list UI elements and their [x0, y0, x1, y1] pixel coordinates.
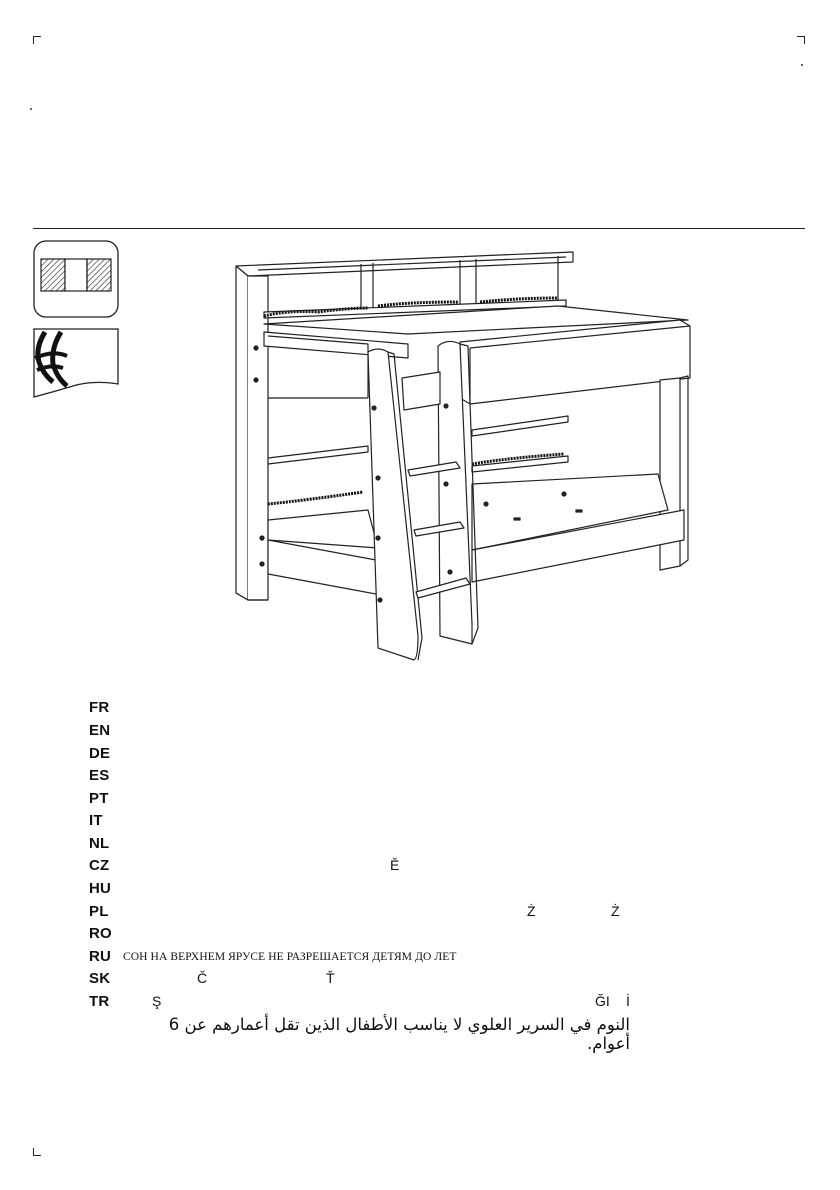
lang-code-nl: NL — [89, 835, 110, 852]
arabic-warning-text: النوم في السرير العلوي لا يناسب الأطفال الذين تقل أعمارهم عن 6 أعوام. — [168, 1015, 630, 1053]
lang-code-fr: FR — [89, 699, 110, 716]
lang-code-de: DE — [89, 745, 111, 762]
lang-code-es: ES — [89, 767, 110, 784]
pl-fragment-2: Ż — [611, 903, 620, 919]
tr-fragment-3: İ — [626, 993, 630, 1009]
crop-mark-top-left — [33, 36, 41, 44]
lang-code-cz: CZ — [89, 857, 110, 874]
lang-code-ru: RU — [89, 948, 112, 965]
ru-warning-text: СОН НА ВЕРХНЕМ ЯРУСЕ НЕ РАЗРЕШАЕТСЯ ДЕТЯМ ДО ЛЕТ — [123, 951, 457, 963]
lang-code-hu: HU — [89, 880, 112, 897]
sk-fragment-1: Č — [197, 970, 208, 986]
header-divider — [33, 228, 805, 229]
sk-fragment-2: Ť — [326, 970, 335, 986]
tr-fragment-2: ĞI — [595, 993, 610, 1009]
speck — [801, 64, 803, 66]
bunk-bed-illustration — [228, 248, 698, 668]
lang-code-it: IT — [89, 812, 103, 829]
two-person-handling-icon — [33, 328, 119, 398]
lang-code-sk: SK — [89, 970, 111, 987]
lang-code-tr: TR — [89, 993, 110, 1010]
crop-mark-bottom-left — [33, 1148, 41, 1156]
lang-code-ro: RO — [89, 925, 112, 942]
cz-fragment: Ě — [390, 857, 400, 873]
crop-mark-top-right — [797, 36, 805, 44]
lang-code-pl: PL — [89, 903, 109, 920]
tr-fragment-1: Ş — [152, 993, 162, 1009]
lang-code-en: EN — [89, 722, 111, 739]
lang-code-pt: PT — [89, 790, 109, 807]
speck — [30, 108, 32, 110]
double-wall-cross-section-icon — [33, 240, 119, 318]
pl-fragment-1: Ż — [527, 903, 536, 919]
